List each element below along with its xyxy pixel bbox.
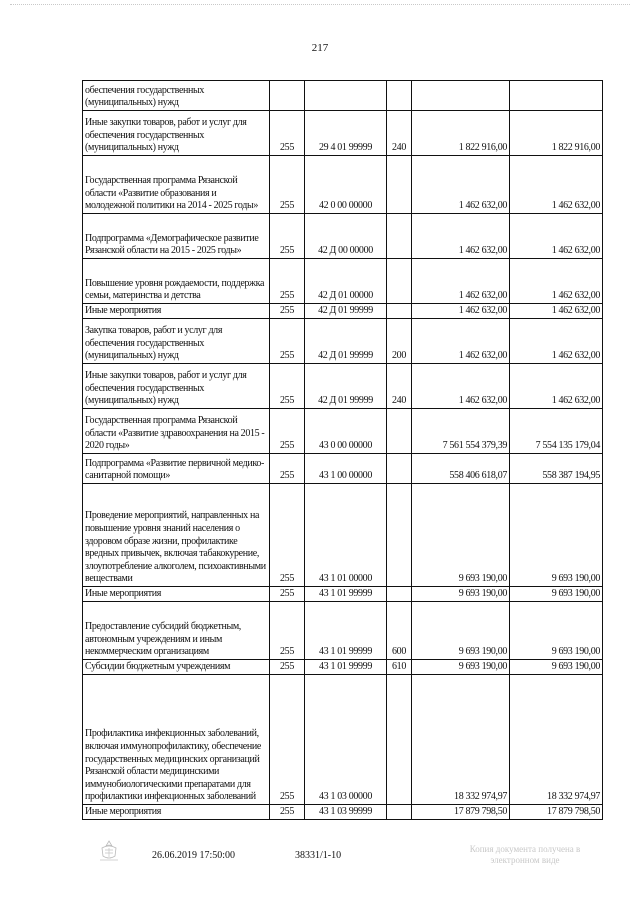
- row-csr: 29 4 01 99999: [305, 111, 387, 156]
- table-row: [83, 409, 603, 454]
- row-dept: 255: [270, 660, 305, 675]
- row-amount-2: 1 462 632,00: [510, 259, 603, 304]
- row-name: Профилактика инфекционных заболеваний, включая иммунопрофилактику, обеспечение государственных медицинских организаций Рязанской области медицинскими иммунобиологическими препаратами для профилактики инфекционных заболеваний: [83, 675, 270, 805]
- row-vr: 240: [387, 111, 412, 156]
- row-amount-2: 1 462 632,00: [510, 319, 603, 364]
- row-csr: 43 1 01 99999: [305, 587, 387, 602]
- row-dept: 255: [270, 484, 305, 587]
- row-amount-1: 558 406 618,07: [412, 454, 510, 484]
- row-dept: 255: [270, 319, 305, 364]
- row-name: Иные закупки товаров, работ и услуг для обеспечения государственных (муниципальных) нужд: [83, 111, 270, 156]
- row-amount-1: 1 822 916,00: [412, 111, 510, 156]
- row-dept: 255: [270, 675, 305, 805]
- row-amount-1: 1 462 632,00: [412, 259, 510, 304]
- table-row: [83, 304, 603, 319]
- row-amount-2: 1 462 632,00: [510, 364, 603, 409]
- row-name: Подпрограмма «Развитие первичной медико-санитарной помощи»: [83, 454, 270, 484]
- row-csr: 43 1 01 00000: [305, 484, 387, 587]
- row-name: Субсидии бюджетным учреждениям: [83, 660, 270, 675]
- row-csr: 43 1 03 00000: [305, 675, 387, 805]
- row-name: Предоставление субсидий бюджетным, автономным учреждениям и иным некоммерческим организациям: [83, 602, 270, 660]
- row-amount-2: 9 693 190,00: [510, 602, 603, 660]
- row-vr: 200: [387, 319, 412, 364]
- row-csr: 43 1 01 99999: [305, 660, 387, 675]
- row-vr: 600: [387, 602, 412, 660]
- row-amount-1: 1 462 632,00: [412, 364, 510, 409]
- row-name: Государственная программа Рязанской области «Развитие образования и молодежной политики на 2014 - 2025 годы»: [83, 156, 270, 214]
- row-amount-2: 7 554 135 179,04: [510, 409, 603, 454]
- row-amount-1: 7 561 554 379,39: [412, 409, 510, 454]
- row-amount-1: 9 693 190,00: [412, 660, 510, 675]
- row-amount-2: 9 693 190,00: [510, 484, 603, 587]
- row-name: Государственная программа Рязанской области «Развитие здравоохранения на 2015 - 2020 годы»: [83, 409, 270, 454]
- row-amount-1: 9 693 190,00: [412, 587, 510, 602]
- row-vr: [387, 259, 412, 304]
- row-amount-2: 1 822 916,00: [510, 111, 603, 156]
- table-row: [83, 214, 603, 259]
- row-amount-2: 558 387 194,95: [510, 454, 603, 484]
- row-csr: 43 1 03 99999: [305, 805, 387, 820]
- table-row: [83, 587, 603, 602]
- faded-copy-note: Копия документа получена в электронном виде: [469, 844, 581, 865]
- row-csr: 42 0 00 00000: [305, 156, 387, 214]
- row-amount-1: 1 462 632,00: [412, 214, 510, 259]
- row-name: Иные закупки товаров, работ и услуг для обеспечения государственных (муниципальных) нужд: [83, 364, 270, 409]
- row-csr: 43 1 00 00000: [305, 454, 387, 484]
- table-row: [83, 484, 603, 587]
- row-csr: 43 1 01 99999: [305, 602, 387, 660]
- row-amount-2: [510, 81, 603, 111]
- row-amount-2: 9 693 190,00: [510, 660, 603, 675]
- row-vr: [387, 805, 412, 820]
- row-amount-1: 9 693 190,00: [412, 484, 510, 587]
- row-vr: [387, 484, 412, 587]
- row-amount-1: 9 693 190,00: [412, 602, 510, 660]
- row-dept: 255: [270, 111, 305, 156]
- row-name: Иные мероприятия: [83, 805, 270, 820]
- row-vr: [387, 675, 412, 805]
- row-name: Проведение мероприятий, направленных на повышение уровня знаний населения о здоровом образе жизни, профилактике вредных привычек, включая табакокурение, злоупотребление алкоголем, психоактивными веществами: [83, 484, 270, 587]
- row-vr: 610: [387, 660, 412, 675]
- scan-header-noise: [10, 4, 630, 9]
- row-name: Подпрограмма «Демографическое развитие Рязанской области на 2015 - 2025 годы»: [83, 214, 270, 259]
- row-dept: 255: [270, 156, 305, 214]
- row-amount-2: 18 332 974,97: [510, 675, 603, 805]
- emblem-stamp-icon: [96, 838, 122, 864]
- row-csr: 42 Д 01 99999: [305, 319, 387, 364]
- footer-date: 26.06.2019 17:50:00: [152, 850, 236, 861]
- row-vr: [387, 214, 412, 259]
- table-row: [83, 805, 603, 820]
- row-csr: 43 0 00 00000: [305, 409, 387, 454]
- row-vr: [387, 81, 412, 111]
- budget-table: [82, 80, 603, 820]
- row-dept: 255: [270, 409, 305, 454]
- row-vr: [387, 454, 412, 484]
- table-row: [83, 602, 603, 660]
- row-vr: [387, 587, 412, 602]
- row-amount-1: 17 879 798,50: [412, 805, 510, 820]
- row-amount-1: [412, 81, 510, 111]
- table-row: [83, 675, 603, 805]
- table-row: [83, 364, 603, 409]
- row-csr: 42 Д 01 99999: [305, 364, 387, 409]
- row-name: Повышение уровня рождаемости, поддержка семьи, материнства и детства: [83, 259, 270, 304]
- table-row: [83, 660, 603, 675]
- row-dept: 255: [270, 454, 305, 484]
- table-row: [83, 156, 603, 214]
- table-row: [83, 111, 603, 156]
- row-amount-2: 17 879 798,50: [510, 805, 603, 820]
- row-name: Закупка товаров, работ и услуг для обеспечения государственных (муниципальных) нужд: [83, 319, 270, 364]
- row-dept: 255: [270, 602, 305, 660]
- row-amount-2: 1 462 632,00: [510, 156, 603, 214]
- table-row: [83, 319, 603, 364]
- row-amount-2: 1 462 632,00: [510, 304, 603, 319]
- row-csr: 42 Д 01 00000: [305, 259, 387, 304]
- row-vr: [387, 304, 412, 319]
- row-name: Иные мероприятия: [83, 304, 270, 319]
- row-vr: [387, 156, 412, 214]
- row-amount-1: 18 332 974,97: [412, 675, 510, 805]
- row-name: Иные мероприятия: [83, 587, 270, 602]
- row-amount-2: 1 462 632,00: [510, 214, 603, 259]
- row-amount-2: 9 693 190,00: [510, 587, 603, 602]
- table-row: [83, 259, 603, 304]
- row-name: обеспечения государственных (муниципальных) нужд: [83, 81, 270, 111]
- row-csr: 42 Д 01 99999: [305, 304, 387, 319]
- row-csr: 42 Д 00 00000: [305, 214, 387, 259]
- row-dept: 255: [270, 364, 305, 409]
- footer-doc-number: 38331/1-10: [295, 850, 342, 861]
- row-amount-1: 1 462 632,00: [412, 304, 510, 319]
- table-row: [83, 81, 603, 111]
- row-csr: [305, 81, 387, 111]
- row-dept: 255: [270, 587, 305, 602]
- table-row: [83, 454, 603, 484]
- row-dept: 255: [270, 805, 305, 820]
- row-dept: 255: [270, 304, 305, 319]
- page-number: 217: [311, 42, 329, 54]
- row-dept: [270, 81, 305, 111]
- row-dept: 255: [270, 214, 305, 259]
- row-vr: [387, 409, 412, 454]
- row-amount-1: 1 462 632,00: [412, 156, 510, 214]
- row-vr: 240: [387, 364, 412, 409]
- row-dept: 255: [270, 259, 305, 304]
- row-amount-1: 1 462 632,00: [412, 319, 510, 364]
